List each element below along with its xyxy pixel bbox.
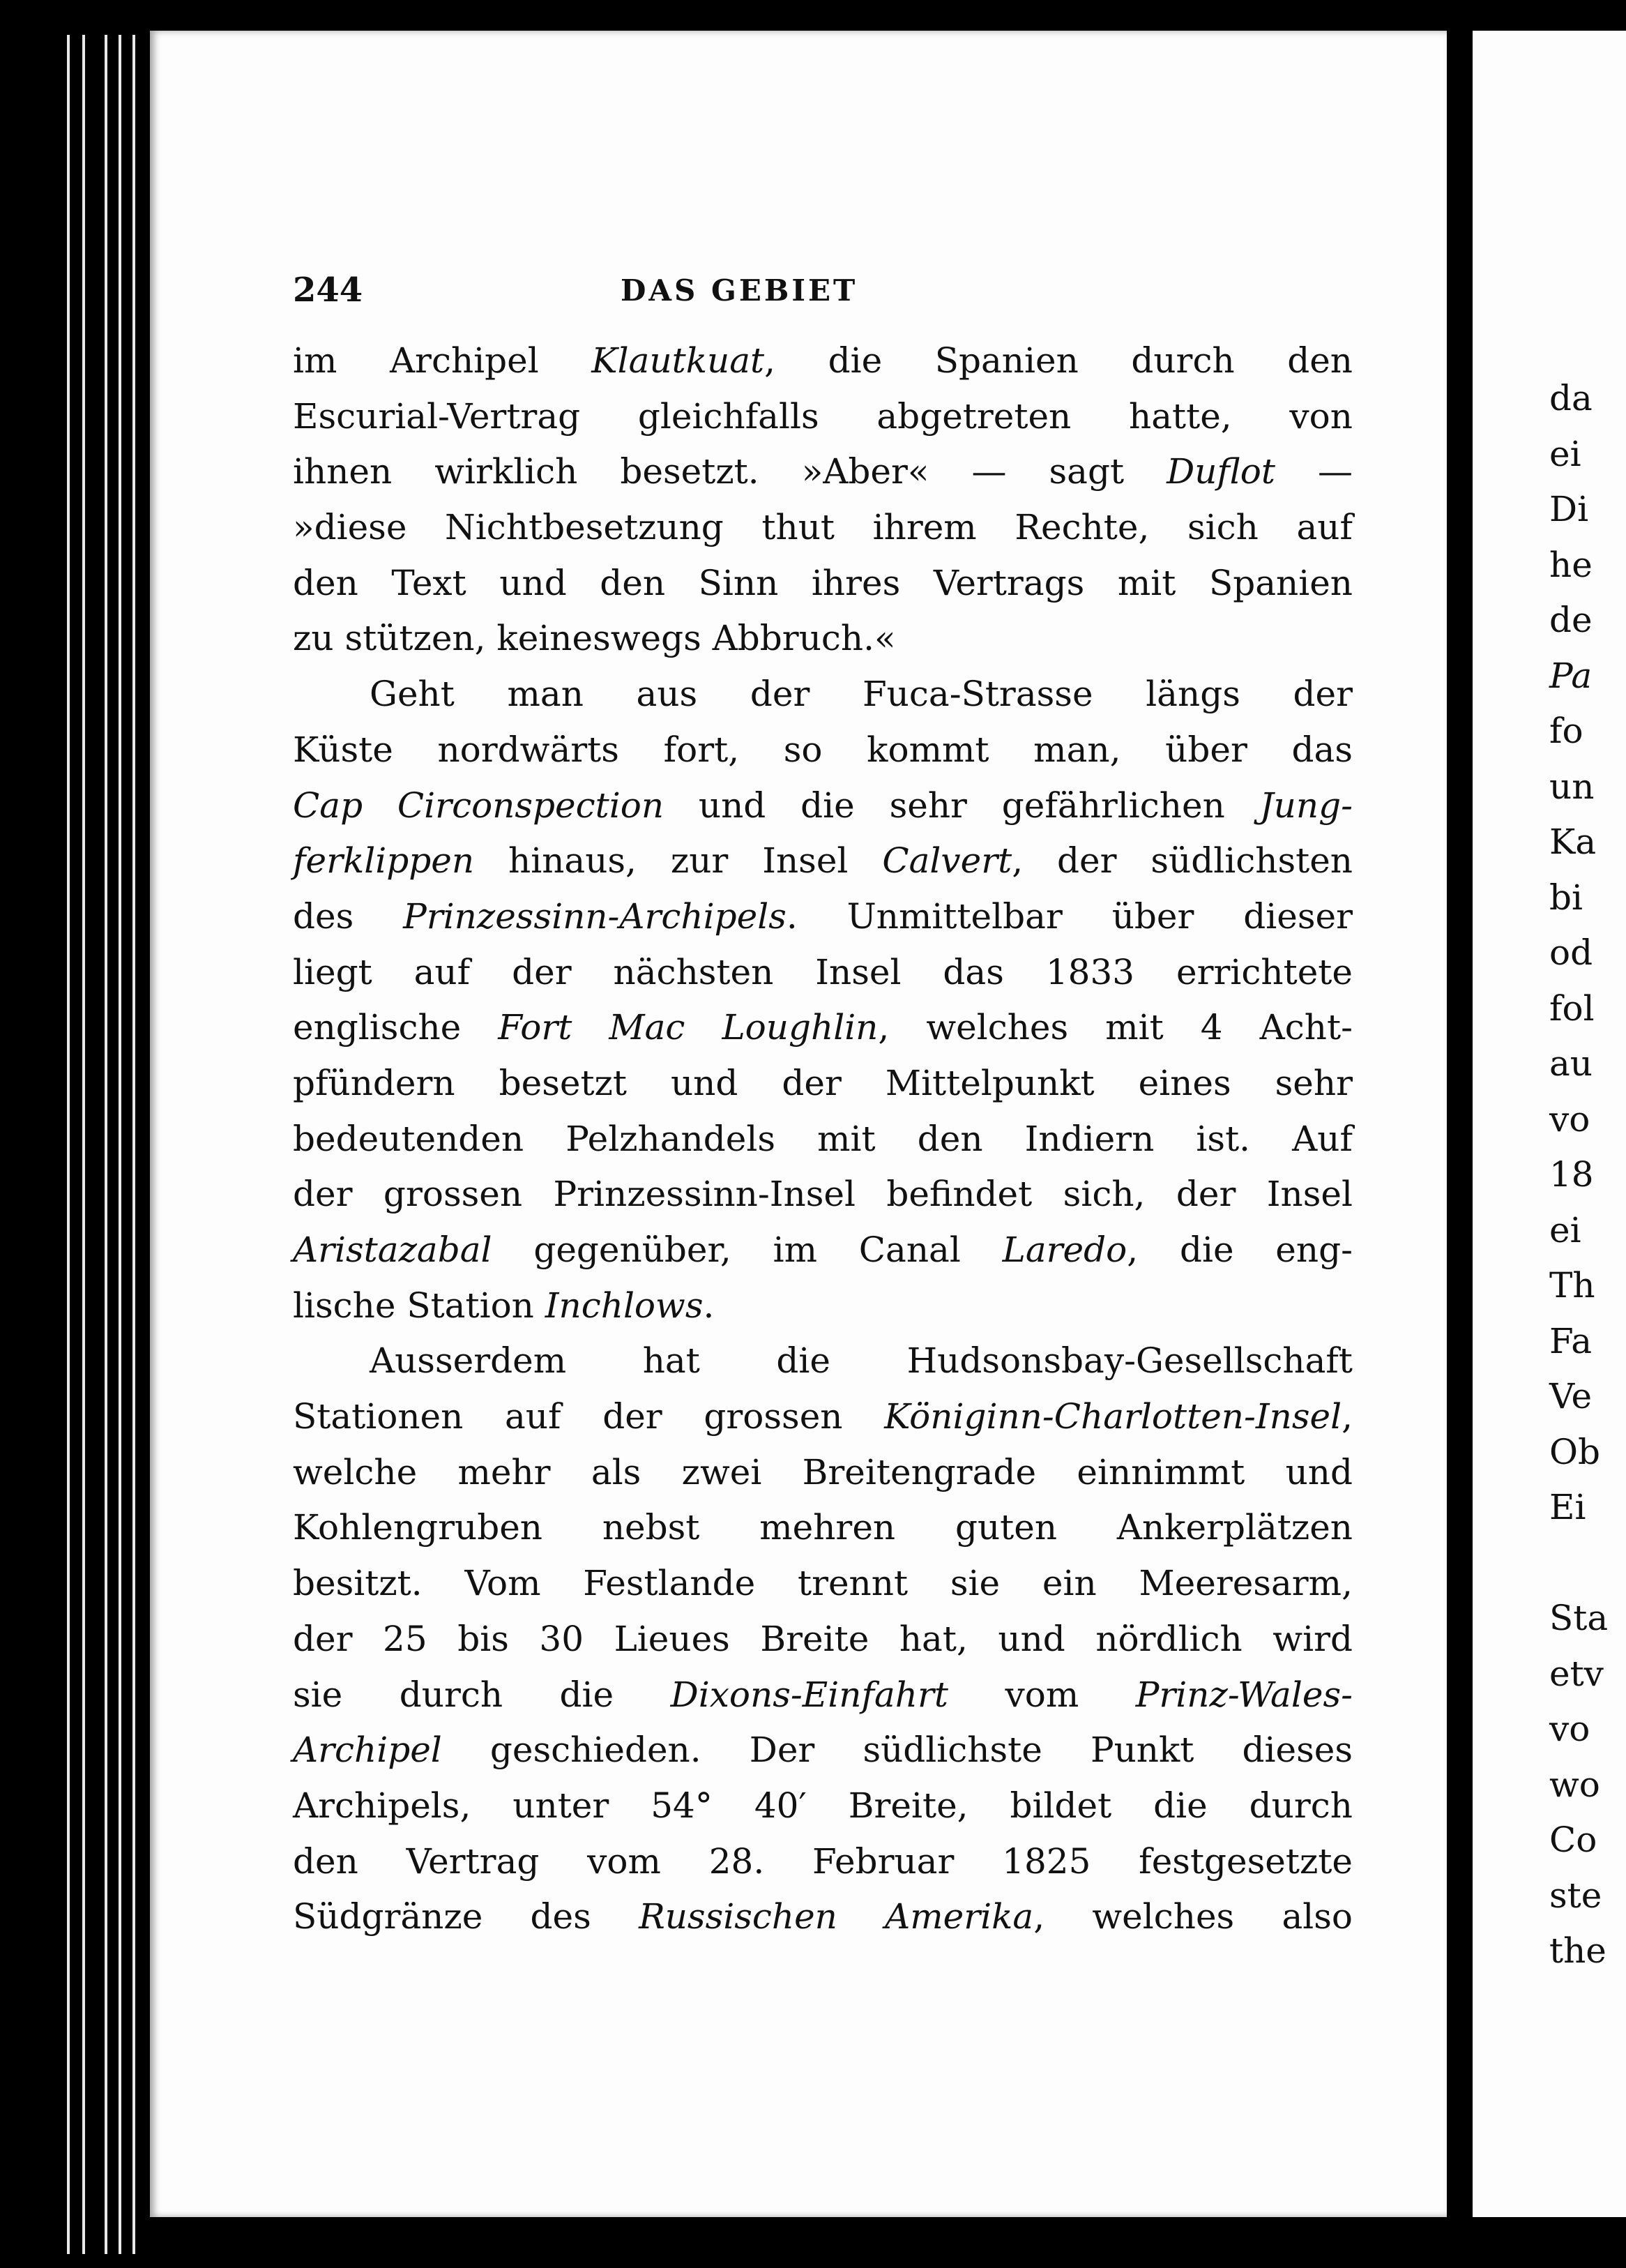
- text-fragment: vo: [1549, 1098, 1590, 1140]
- text-fragment: de: [1549, 600, 1593, 640]
- text-fragment: ste: [1549, 1875, 1602, 1916]
- text-fragment: un: [1549, 766, 1595, 807]
- text-line: Küste nordwärts fort, so kommt man, über das: [293, 729, 1353, 770]
- book-edge-line: [132, 35, 135, 2254]
- text-fragment: 18: [1549, 1154, 1594, 1195]
- text-line: ihnen wirklich besetzt. »Aber« — sagt Duflot —: [293, 451, 1353, 492]
- text-line: Archipel geschieden. Der südlichste Punkt dieses: [293, 1730, 1353, 1771]
- page-number: 244: [293, 271, 363, 310]
- text-line: welche mehr als zwei Breitengrade einnimmt und: [293, 1451, 1353, 1492]
- text-line: im Archipel Klautkuat, die Spanien durch den: [293, 340, 1353, 381]
- text-line: der grossen Prinzessinn-Insel befindet sich, der Insel: [293, 1174, 1353, 1215]
- right-page-fragment: [1473, 31, 1626, 2217]
- text-fragment: bi: [1549, 877, 1583, 918]
- text-fragment: au: [1549, 1043, 1593, 1084]
- text-line: Kohlengruben nebst mehren guten Ankerplätzen: [293, 1507, 1353, 1548]
- text-fragment: Co: [1549, 1820, 1597, 1860]
- text-line: besitzt. Vom Festlande trennt sie ein Meeresarm,: [293, 1563, 1353, 1604]
- text-line: den Vertrag vom 28. Februar 1825 festgesetzte: [293, 1840, 1353, 1882]
- text-line: englische Fort Mac Loughlin, welches mit 4 Acht-: [293, 1007, 1353, 1048]
- text-line: Ausserdem hat die Hudsonsbay-Gesellschaft: [370, 1340, 1353, 1382]
- text-line: lische Station Inchlows.: [293, 1285, 715, 1326]
- text-line: zu stützen, keineswegs Abbruch.«: [293, 618, 896, 659]
- text-line: des Prinzessinn-Archipels. Unmittelbar über dieser: [293, 895, 1353, 937]
- text-line: Stationen auf der grossen Königinn-Charlotten-Insel,: [293, 1396, 1353, 1437]
- text-line: Cap Circonspection und die sehr gefährlichen Jung-: [293, 785, 1353, 826]
- text-line: Geht man aus der Fuca-Strasse längs der: [370, 674, 1353, 715]
- text-fragment: fo: [1549, 711, 1583, 751]
- text-line: der 25 bis 30 Lieues Breite hat, und nördlich wird: [293, 1618, 1353, 1659]
- text-fragment: Ei: [1549, 1487, 1586, 1527]
- book-edge-line: [105, 35, 107, 2254]
- body-text: [293, 333, 1353, 1945]
- text-fragment: Ka: [1549, 822, 1597, 862]
- text-line: Aristazabal gegenüber, im Canal Laredo, die eng-: [293, 1230, 1353, 1270]
- text-fragment: ei: [1549, 1209, 1581, 1250]
- right-page-text: [1549, 371, 1626, 1979]
- text-fragment: he: [1549, 544, 1593, 585]
- text-fragment: Ob: [1549, 1431, 1600, 1472]
- text-fragment: Sta: [1549, 1598, 1609, 1638]
- text-line: liegt auf der nächsten Insel das 1833 errichtete: [293, 951, 1353, 992]
- text-line: »diese Nichtbesetzung thut ihrem Rechte, sich auf: [293, 507, 1353, 548]
- text-line: Escurial-Vertrag gleichfalls abgetreten hatte, von: [293, 395, 1353, 437]
- text-fragment: fol: [1549, 988, 1595, 1029]
- text-fragment: wo: [1549, 1764, 1600, 1805]
- text-fragment: [1549, 1536, 1626, 1592]
- text-fragment: da: [1549, 378, 1593, 418]
- page-header: [293, 258, 1004, 321]
- text-fragment: Di: [1549, 489, 1589, 529]
- text-line: sie durch die Dixons-Einfahrt vom Prinz-Wales-: [293, 1674, 1353, 1715]
- text-fragment: etv: [1549, 1653, 1604, 1694]
- book-edge-line: [82, 35, 85, 2254]
- text-fragment: Pa: [1549, 655, 1593, 696]
- text-fragment: Th: [1549, 1265, 1595, 1306]
- book-edge-line: [119, 35, 121, 2254]
- text-line: Archipels, unter 54° 40′ Breite, bildet die durch: [293, 1785, 1353, 1826]
- text-line: pfündern besetzt und der Mittelpunkt eines sehr: [293, 1062, 1353, 1103]
- text-line: den Text und den Sinn ihres Vertrags mit Spanien: [293, 562, 1353, 603]
- text-fragment: od: [1549, 932, 1593, 973]
- text-line: bedeutenden Pelzhandels mit den Indiern ist. Auf: [293, 1118, 1353, 1159]
- text-fragment: vo: [1549, 1709, 1590, 1749]
- text-line: ferklippen hinaus, zur Insel Calvert, der südlichsten: [293, 840, 1353, 882]
- book-edge-line: [67, 35, 70, 2254]
- text-line: Südgränze des Russischen Amerika, welches also: [293, 1896, 1353, 1937]
- text-fragment: Ve: [1549, 1376, 1593, 1416]
- running-title: DAS GEBIET: [621, 273, 858, 308]
- text-fragment: the: [1549, 1930, 1606, 1971]
- text-fragment: Fa: [1549, 1320, 1593, 1361]
- text-fragment: ei: [1549, 433, 1581, 474]
